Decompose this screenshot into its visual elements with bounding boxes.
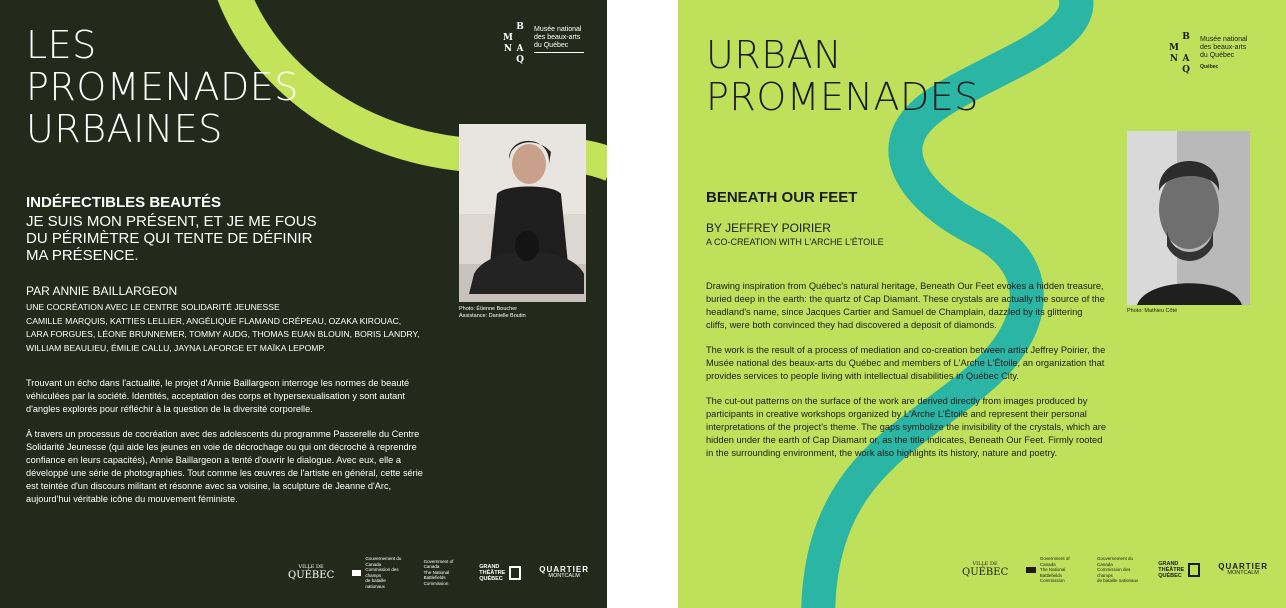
sponsor-logos xyxy=(288,556,607,589)
description xyxy=(706,280,1106,472)
work-title: INDÉFECTIBLES BEAUTÉS xyxy=(26,194,222,211)
grand-theatre-logo: GRAND THÉÂTRE QUÉBEC xyxy=(479,564,521,582)
photo-caption: Photo: Étienne Boucher Assistance: Danielle Boutin xyxy=(459,306,526,319)
artist-name: BY JEFFREY POIRIER xyxy=(706,221,831,235)
description xyxy=(26,377,431,518)
cocreation-credit: A CO-CREATION WITH L'ARCHE L'ÉTOILE xyxy=(706,237,884,247)
artist-photo xyxy=(459,124,586,302)
sponsor-logos xyxy=(962,556,1286,584)
battlefields-commission-logo: Government of Canada The National Battlefields Commission xyxy=(423,558,454,586)
canada-logo: Gouvernement du Canada Commission des champs de bataille nationaux xyxy=(352,556,405,589)
mnbaq-logo: B M N A Q Musée national des beaux-arts du Québec xyxy=(502,22,584,66)
exhibition-title: URBAN PROMENADES xyxy=(706,33,979,119)
mnbaq-logo: B M N A Q Musée national des beaux-arts du Québec Québec xyxy=(1169,32,1248,75)
paragraph: Drawing inspiration from Québec's natural heritage, Beneath Our Feet evokes a hidden treasure, buried deep in the earth: the quartz of Cap Diamant. These crystals are actually the source of the headland's name, since Jacques Cartier and Samuel de Champlain, dazzled by its glittering cliffs, were both convinced they had discovered a deposit of diamonds. xyxy=(706,281,1105,330)
ville-de-quebec-logo: VILLE DE QUÉBEC xyxy=(962,561,1009,579)
canada-logo: Government of Canada The National Battlefields Commission xyxy=(1026,556,1079,584)
work-title: BENEATH OUR FEET xyxy=(706,189,858,206)
quartier-montcalm-logo: QUARTIER MONTCALM xyxy=(539,564,589,579)
poster-english xyxy=(678,0,1286,608)
credits: UNE COCRÉATION AVEC LE CENTRE SOLIDARITÉ JEUNESSE CAMILLE MARQUIS, KATTIES LELLIER, ANGÉLIQUE FLAMAND CRÉPEAU, OZAKA KIROUAC, LARA FORGUES, LÉONE BRUNNEMER, TOMMY AUDG, THOMAS EUAN BLOUIN, BORIS LANDRY, WILLIAM BEAULIEU, ÉMILIE CALLU, JAYNA LAFORGE ET MAÏKA LEPOMP. xyxy=(26,302,420,353)
paragraph: The work is the result of a process of mediation and co-creation between artist Jeffrey Poirier, the Musée national des beaux-arts du Québec and members of L'Arche L'Étoile, an organization that provides services to people living with intellectual disabilities in Québec City. xyxy=(706,345,1106,381)
photo-caption: Photo: Mathieu Côté xyxy=(1127,308,1178,314)
battlefields-commission-logo: Gouvernement du Canada Commission des champs de bataille nationaux xyxy=(1097,556,1139,583)
ville-de-quebec-logo: VILLE DE QUÉBEC xyxy=(288,564,335,581)
artist-name: PAR ANNIE BAILLARGEON xyxy=(26,284,178,298)
paragraph: The cut-out patterns on the surface of the work are derived directly from images produced by participants in creative workshops organized by L'Arche L'Étoile and represent their personal interpretations of the project's theme. The gaps symbolize the invisibility of the crystals, which are hidden under the earth of Cap Diamant or, as the title indicates, Beneath Our Feet. Firmly rooted in the surrounding environment, the work also highlights its history, nature and poetry. xyxy=(706,396,1107,458)
work-subtitle: JE SUIS MON PRÉSENT, ET JE ME FOUS DU PÉRIMÈTRE QUI TENTE DE DÉFINIR MA PRÉSENCE. xyxy=(26,213,317,264)
exhibition-title: LES PROMENADES URBAINES xyxy=(26,23,299,151)
paragraph: À travers un processus de cocréation avec des adolescents du programme Passerelle du Centre Solidarité Jeunesse (qui aide les jeunes en voie de décrochage ou qui ont décroché à reprendre confiance en leurs capacités), Annie Baillargeon a tenté d'ouvrir le dialogue. Avec eux, elle a développé une série de photographies. Tout comme les œuvres de l'artiste en général, cette série est teintée d'un discours militant et résonne avec sa voisine, la sculpture de Jeanne d'Arc, aujourd'hui véritable icône du mouvement féministe. xyxy=(26,429,423,504)
artist-photo xyxy=(1127,131,1250,305)
paragraph: Trouvant un écho dans l'actualité, le projet d'Annie Baillargeon interroge les normes de beauté véhiculées par la société. Identités, acceptation des corps et hypersexualisation y sont autant d'angles explorés pour réfléchir à la question de la diversité corporelle. xyxy=(26,378,410,414)
quartier-montcalm-logo: QUARTIER MONTCALM xyxy=(1218,561,1268,576)
poster-french xyxy=(0,0,607,608)
grand-theatre-logo: GRAND THÉÂTRE QUÉBEC xyxy=(1158,561,1200,579)
